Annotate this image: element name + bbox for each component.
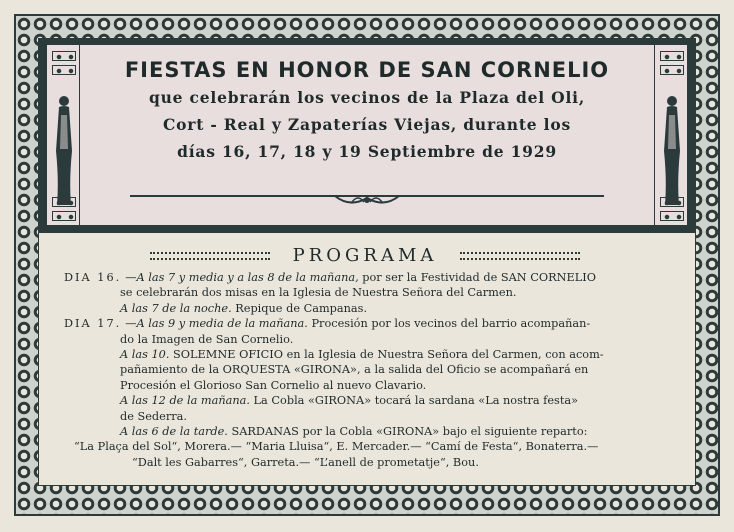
program-line: “La Plaça del Sol“, Morera.— “Maria Lluisa“, E. Mercader.— “Camí de Festa“, Bonaterra.—	[74, 440, 599, 454]
program-line: se celebrarán dos misas en la Iglesia de Nuestra Señora del Carmen.	[120, 286, 517, 300]
program-line: “Dalt les Gabarres“, Garreta.— “L’anell de prometatje“, Bou.	[132, 455, 479, 469]
program-heading	[150, 244, 580, 268]
program-line: A las 6 de la tarde. SARDANAS por la Cobla «GIRONA» bajo el siguiente reparto:	[120, 425, 588, 439]
female-figure-icon	[51, 91, 77, 209]
left-pillar-ornament	[46, 44, 80, 226]
subtitle-line: Cort - Real y Zapaterías Viejas, durante los	[162, 115, 571, 134]
right-pillar-ornament	[654, 44, 688, 226]
female-figure-icon	[659, 91, 685, 209]
dotted-rule	[150, 252, 270, 260]
program-line: A las 12 de la mañana. La Cobla «GIRONA» tocará la sardana «La nostra festa»	[120, 394, 579, 408]
program-text	[64, 270, 676, 470]
program-line: A las 10. SOLEMNE OFICIO en la Iglesia de Nuestra Señora del Carmen, con acom-	[120, 348, 604, 362]
program-line: DIA 16. —A las 7 y media y a las 8 de la mañana, por ser la Festividad de SAN CORNELIO	[64, 271, 597, 284]
program-line: Procesión el Glorioso San Cornelio al nuevo Clavario.	[120, 378, 427, 392]
program-line: do la Imagen de San Cornelio.	[120, 332, 294, 346]
subtitle-line: días 16, 17, 18 y 19 Septiembre de 1929	[177, 142, 557, 161]
program-line: de Sederra.	[120, 409, 187, 423]
subtitle-line: que celebrarán los vecinos de la Plaza del Oli,	[148, 88, 586, 107]
program-title: PROGRAMA	[292, 245, 438, 266]
program-line: pañamiento de la ORQUESTA «GIRONA», a la salida del Oficio se acompañará en	[120, 363, 589, 377]
divider-ornament	[130, 188, 604, 208]
program-line: DIA 17. —A las 9 y media de la mañana. Procesión por los vecinos del barrio acompañan-	[64, 317, 591, 331]
header-text	[84, 56, 650, 165]
page-title: FIESTAS EN HONOR DE SAN CORNELIO	[124, 58, 610, 82]
program-line: A las 7 de la noche. Repique de Campanas.	[120, 301, 368, 315]
dotted-rule	[460, 252, 580, 260]
